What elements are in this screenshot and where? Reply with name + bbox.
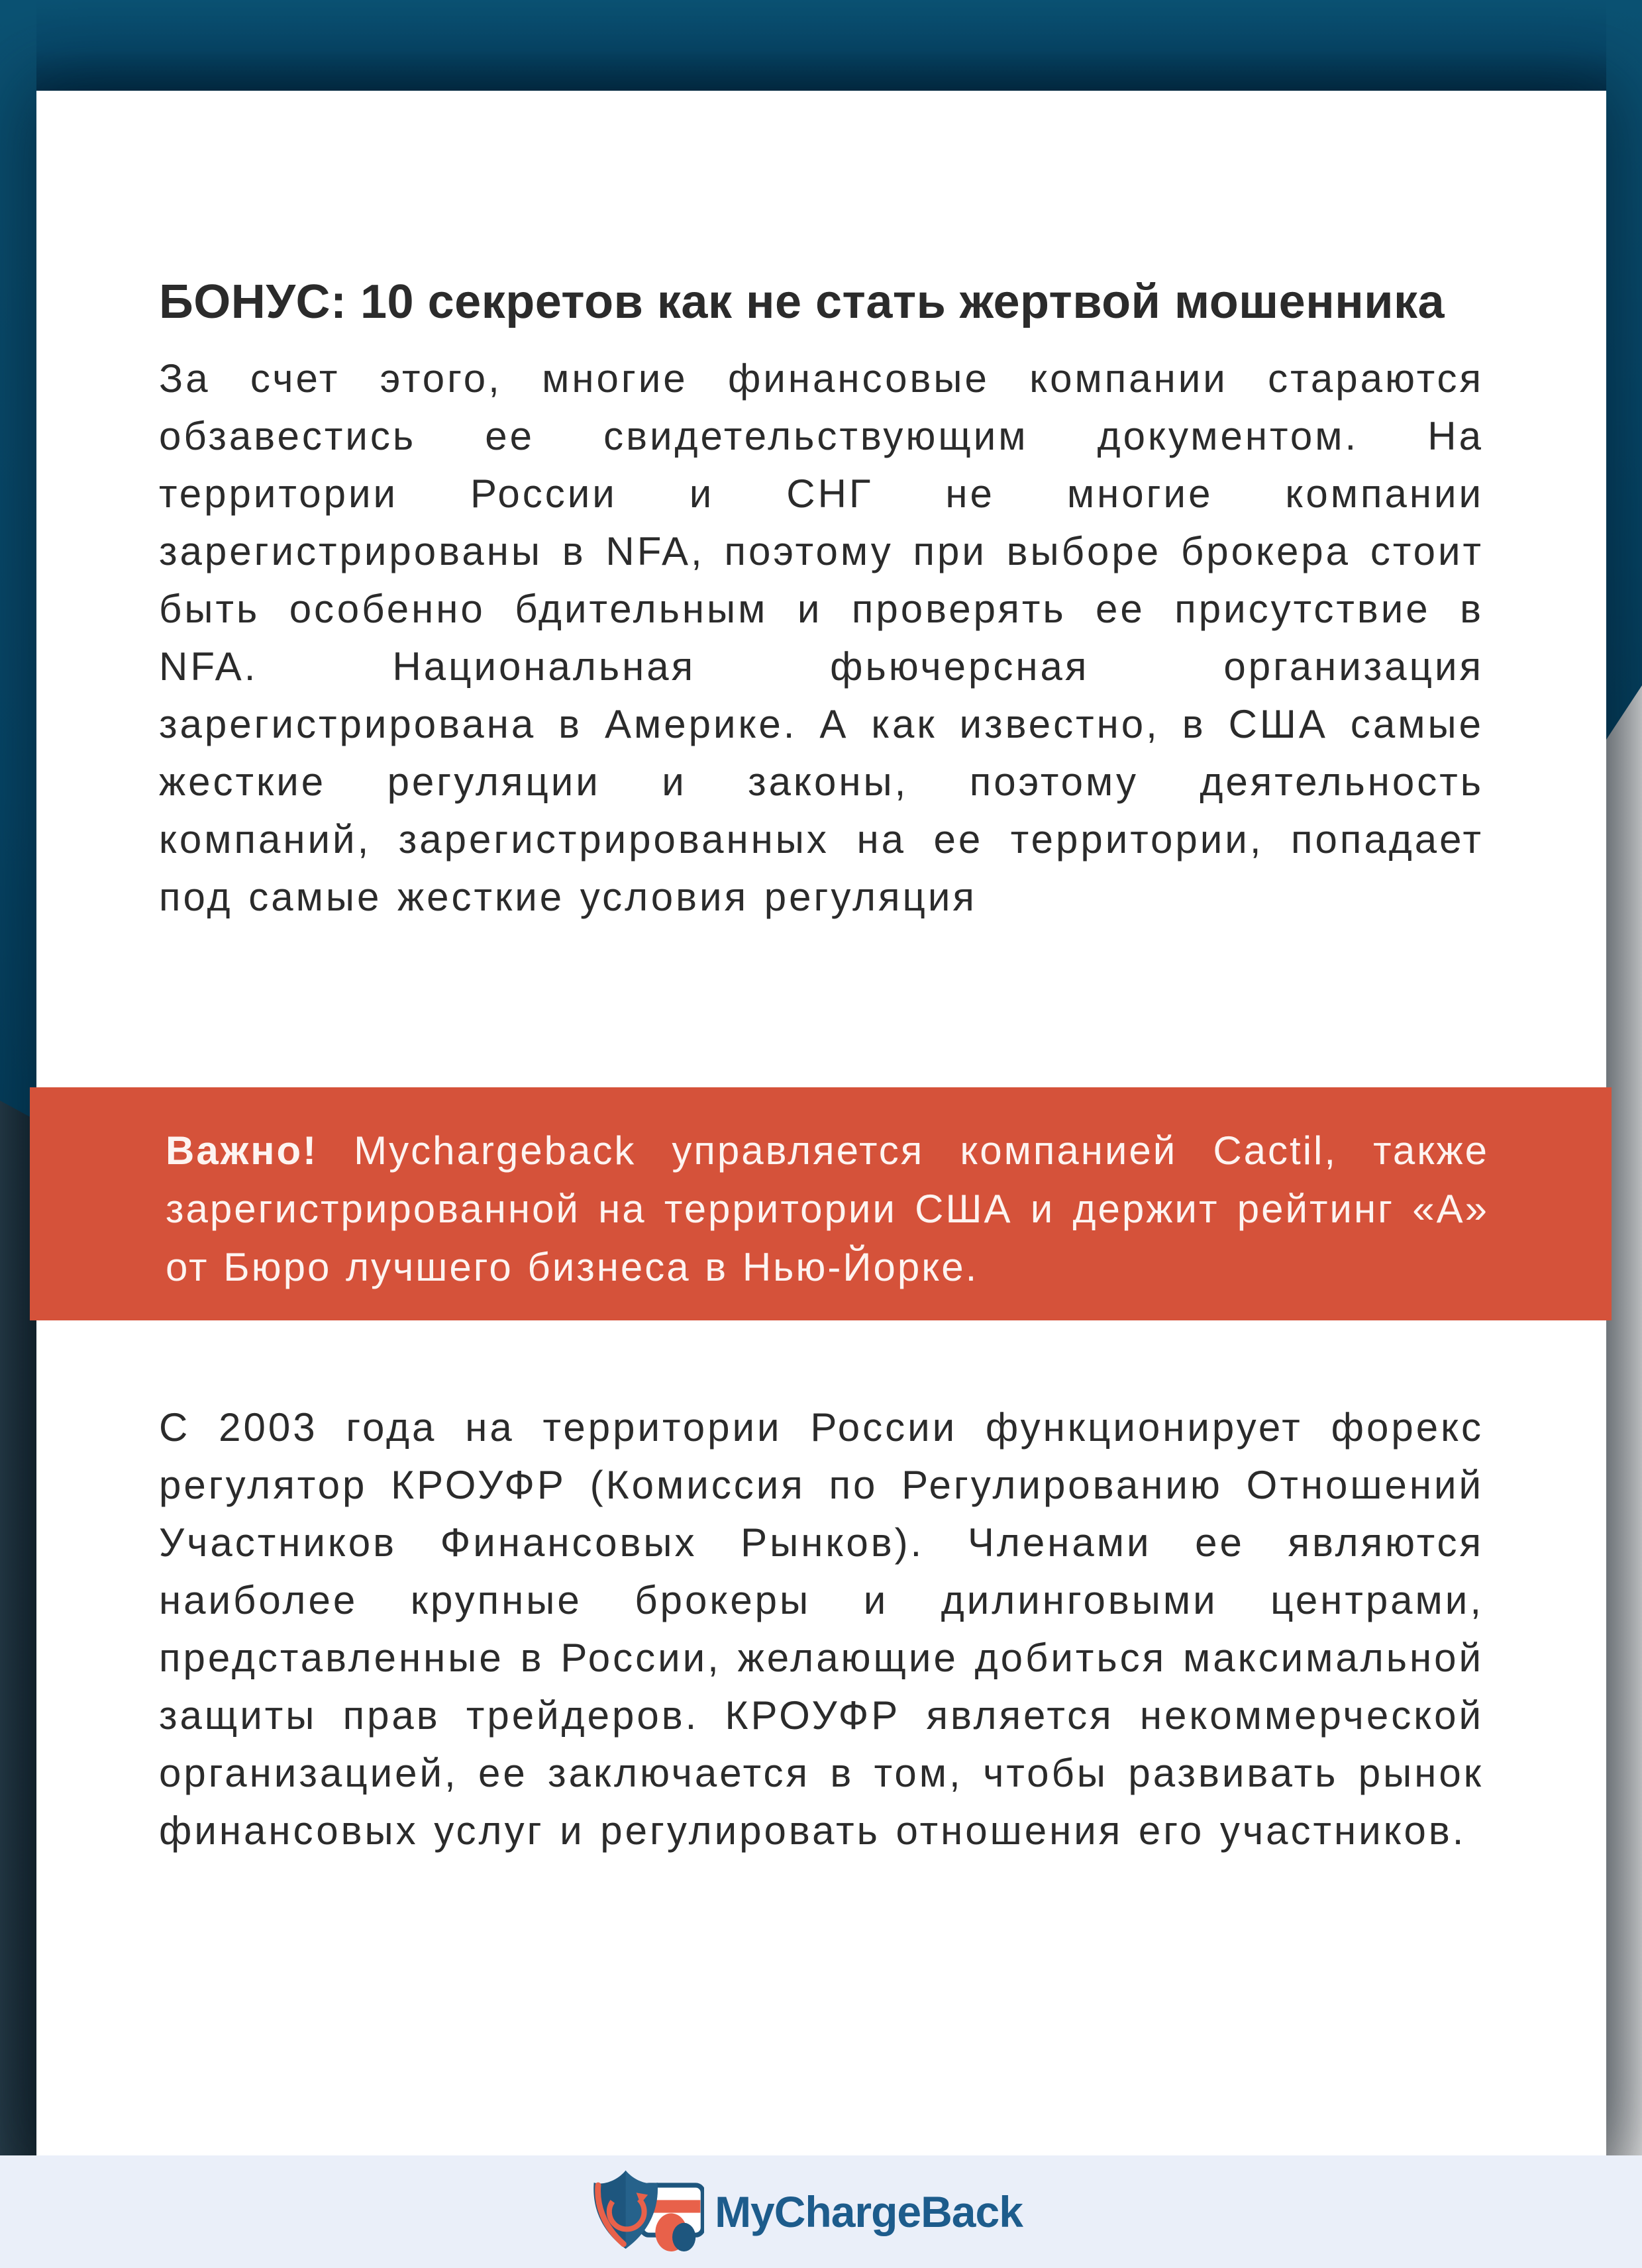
callout-text bbox=[166, 1122, 1489, 1297]
frame-top-band bbox=[0, 0, 1642, 91]
callout-body: Mychargeback управляется компанией Cactil, также зарегистрированной на территории США и держит рейтинг «А» от Бюро лучшего бизнеса в Нью-Йорке. bbox=[166, 1128, 1490, 1289]
logo-text: MyChargeBack bbox=[715, 2187, 1023, 2236]
shield-icon bbox=[593, 2167, 704, 2257]
frame-left-teal-wedge bbox=[0, 0, 36, 1126]
frame-left-band bbox=[0, 0, 36, 2155]
frame-right-band bbox=[1606, 0, 1642, 2155]
callout-box bbox=[30, 1087, 1612, 1320]
paragraph-2: С 2003 года на территории России функционирует форекс регулятор КРОУФР (Комиссия по Регулированию Отношений Участников Финансовых Рынков). Членами ее являются наиболее крупные брокеры и дилинговыми центрами, представленные в России, желающие добиться максимальной защиты прав трейдеров. КРОУФР является некоммерческой организацией, ее заключается в том, чтобы развивать рынок финансовых услуг и регулировать отношения его участников. bbox=[159, 1405, 1484, 1853]
page-title: БОНУС: 10 секретов как не стать жертвой мошенника bbox=[159, 275, 1445, 328]
paragraph-1: За счет этого, многие финансовые компании стараются обзавестись ее свидетельствующим документом. На территории России и СНГ не многие компании зарегистрированы в NFA, поэтому при выборе брокера стоит быть особенно бдительным и проверять ее присутствие в NFA. Национальная фьючерсная организация зарегистрирована в Америке. А как известно, в США самые жесткие регуляции и законы, поэтому деятельность компаний, зарегистрированных на ее территории, попадает под самые жесткие условия регуляция bbox=[159, 356, 1484, 919]
footer-band bbox=[0, 2155, 1642, 2268]
callout-label: Важно! bbox=[166, 1128, 319, 1173]
logo bbox=[593, 2167, 1023, 2257]
frame-right-teal-wedge bbox=[1606, 0, 1642, 742]
